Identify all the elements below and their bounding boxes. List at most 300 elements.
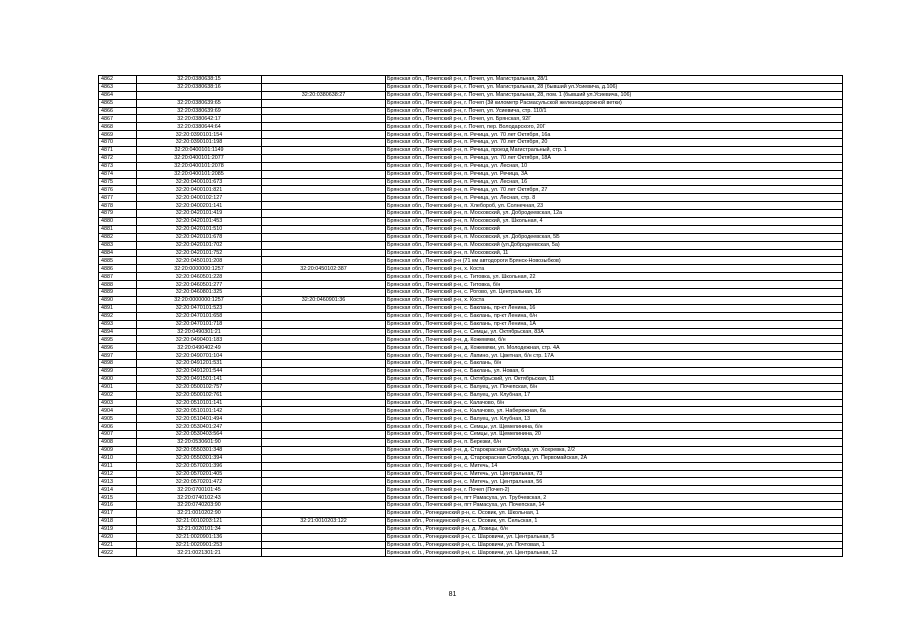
parent-cadastral-number-cell — [262, 178, 386, 186]
table-row — [99, 525, 843, 533]
row-number-cell: 4921 — [99, 541, 137, 549]
cadastral-number-cell: 32:20:0400101:2078 — [137, 162, 262, 170]
table-row — [99, 257, 843, 265]
parent-cadastral-number-cell — [262, 83, 386, 91]
address-cell: Брянская обл., Почепский р-н, с. Семцы, ул. Октябрьская, 83А — [386, 328, 843, 336]
address-cell: Брянская обл., Почепский р-н, п. Московский, ул. Школьная, 4 — [386, 218, 843, 226]
cadastral-number-cell: 32:21:0020901:253 — [137, 541, 262, 549]
parent-cadastral-number-cell — [262, 107, 386, 115]
parent-cadastral-number-cell — [262, 194, 386, 202]
row-number-cell: 4890 — [99, 296, 137, 304]
cadastral-number-cell: 32:20:0420101:510 — [137, 225, 262, 233]
cadastral-number-cell: 32:20:0400101:2077 — [137, 154, 262, 162]
parent-cadastral-number-cell — [262, 210, 386, 218]
parent-cadastral-number-cell — [262, 147, 386, 155]
address-cell: Брянская обл., Почепский р-н, с. Баклань, пр-кт Ленина, 1А — [386, 320, 843, 328]
address-cell: Брянская обл., Почепский р-н, п. Березки, б/н — [386, 438, 843, 446]
address-cell: Брянская обл., Почепский р-н, п. Речица, ул. 70 лет Октября, 27 — [386, 186, 843, 194]
parent-cadastral-number-cell: 32:20:0380638:27 — [262, 91, 386, 99]
row-number-cell: 4905 — [99, 415, 137, 423]
row-number-cell: 4883 — [99, 241, 137, 249]
address-cell: Брянская обл., Почепский р-н, п. Речица, ул. Лесная, 10 — [386, 162, 843, 170]
row-number-cell: 4882 — [99, 233, 137, 241]
cadastral-number-cell: 32:20:0460801:325 — [137, 289, 262, 297]
parent-cadastral-number-cell — [262, 139, 386, 147]
parent-cadastral-number-cell — [262, 509, 386, 517]
table-row — [99, 281, 843, 289]
row-number-cell: 4864 — [99, 91, 137, 99]
row-number-cell: 4902 — [99, 391, 137, 399]
address-cell: Брянская обл., Почепский р-н, п. Речица, ул. Лесная, стр. 8 — [386, 194, 843, 202]
table-row — [99, 107, 843, 115]
table-row — [99, 304, 843, 312]
cadastral-number-cell: 32:20:0530601:90 — [137, 438, 262, 446]
row-number-cell: 4869 — [99, 131, 137, 139]
parent-cadastral-number-cell — [262, 328, 386, 336]
parent-cadastral-number-cell — [262, 225, 386, 233]
parent-cadastral-number-cell — [262, 549, 386, 557]
cadastral-number-cell: 32:20:0470101:718 — [137, 320, 262, 328]
row-number-cell: 4907 — [99, 431, 137, 439]
cadastral-number-cell: 32:20:0491501:141 — [137, 375, 262, 383]
table-row — [99, 423, 843, 431]
cadastral-number-cell: 32:20:0400101:821 — [137, 186, 262, 194]
row-number-cell: 4866 — [99, 107, 137, 115]
row-number-cell: 4892 — [99, 312, 137, 320]
cadastral-number-cell: 32:20:0380642:17 — [137, 115, 262, 123]
address-cell: Брянская обл., Почепский р-н, с. Митечь, ул. Центральная, 56 — [386, 478, 843, 486]
address-cell: Брянская обл., Почепский р-н, п. Хлебороб, ул. Солнечная, 23 — [386, 202, 843, 210]
parent-cadastral-number-cell — [262, 336, 386, 344]
row-number-cell: 4920 — [99, 533, 137, 541]
parent-cadastral-number-cell — [262, 344, 386, 352]
row-number-cell: 4917 — [99, 509, 137, 517]
row-number-cell: 4880 — [99, 218, 137, 226]
cadastral-number-cell: 32:20:0530403:564 — [137, 431, 262, 439]
table-row — [99, 478, 843, 486]
parent-cadastral-number-cell — [262, 494, 386, 502]
row-number-cell: 4867 — [99, 115, 137, 123]
cadastral-number-cell: 32:20:0420101:678 — [137, 233, 262, 241]
table-row — [99, 328, 843, 336]
address-cell: Брянская обл., Почепский р-н, с. Баклань, пр-кт Ленина, б/н — [386, 312, 843, 320]
row-number-cell: 4901 — [99, 383, 137, 391]
parent-cadastral-number-cell — [262, 383, 386, 391]
table-row — [99, 375, 843, 383]
parent-cadastral-number-cell — [262, 446, 386, 454]
row-number-cell: 4898 — [99, 360, 137, 368]
address-cell: Брянская обл., Почепский р-н, г. Почеп, пер. Володарского, 20Г — [386, 123, 843, 131]
table-row — [99, 517, 843, 525]
address-cell: Брянская обл., Почепский р-н, с. Валуец, ул. Почепская, б/н — [386, 383, 843, 391]
row-number-cell: 4878 — [99, 202, 137, 210]
table-row — [99, 76, 843, 84]
cadastral-number-cell: 32:20:0420101:453 — [137, 218, 262, 226]
row-number-cell: 4884 — [99, 249, 137, 257]
parent-cadastral-number-cell — [262, 320, 386, 328]
address-cell: Брянская обл., Почепский р-н, с. Титовка, ул. Школьная, 22 — [386, 273, 843, 281]
row-number-cell: 4906 — [99, 423, 137, 431]
address-cell: Брянская обл., Почепский р-н, с. Митечь, ул. Центральная, 73 — [386, 470, 843, 478]
address-cell: Брянская обл., Почепский р-н, г. Почеп (Почеп-2) — [386, 486, 843, 494]
table-row — [99, 462, 843, 470]
address-cell: Брянская обл., Рогнединский р-н, с. Шаровичи, ул. Центральная, 5 — [386, 533, 843, 541]
address-cell: Брянская обл., Рогнединский р-н, с. Шаровичи, ул. Центральная, 12 — [386, 549, 843, 557]
parent-cadastral-number-cell — [262, 123, 386, 131]
address-cell: Брянская обл., Почепский р-н, с. Лапино, ул. Цветная, б/н стр. 17А — [386, 352, 843, 360]
address-cell: Брянская обл., Почепский р-н, пгт Рамасуха, ул. Трубчевская, 2 — [386, 494, 843, 502]
parent-cadastral-number-cell — [262, 360, 386, 368]
row-number-cell: 4865 — [99, 99, 137, 107]
cadastral-number-cell: 32:20:0400101:673 — [137, 178, 262, 186]
table-row — [99, 273, 843, 281]
row-number-cell: 4862 — [99, 76, 137, 84]
address-cell: Брянская обл., Почепский р-н, д. Старокрасная Слобода, ул. Хохревка, 2/2 — [386, 446, 843, 454]
row-number-cell: 4879 — [99, 210, 137, 218]
address-cell: Брянская обл., Рогнединский р-н, с. Осовик, ул. Сельская, 1 — [386, 517, 843, 525]
parent-cadastral-number-cell — [262, 525, 386, 533]
address-cell: Брянская обл., Почепский р-н, п. Московский, ул. Добродеевская, 5Б — [386, 233, 843, 241]
row-number-cell: 4908 — [99, 438, 137, 446]
cadastral-number-cell: 32:20:0420101:419 — [137, 210, 262, 218]
table-row — [99, 123, 843, 131]
cadastral-number-cell: 32:20:0550301:394 — [137, 454, 262, 462]
table-row — [99, 241, 843, 249]
address-cell: Брянская обл., Почепский р-н, с. Баклань, ул. Новая, 6 — [386, 367, 843, 375]
cadastral-number-cell: 32:20:0490401:183 — [137, 336, 262, 344]
parent-cadastral-number-cell — [262, 186, 386, 194]
parent-cadastral-number-cell — [262, 541, 386, 549]
address-cell: Брянская обл., Почепский р-н, п. Речица, ул. Лесная, 16 — [386, 178, 843, 186]
cadastral-number-cell: 32:20:0380638:15 — [137, 76, 262, 84]
table-row — [99, 383, 843, 391]
cadastral-number-cell: 32:20:0490701:104 — [137, 352, 262, 360]
table-body — [99, 76, 843, 557]
address-cell: Брянская обл., Почепский р-н (71 км автодороги Брянск-Новозыбков) — [386, 257, 843, 265]
parent-cadastral-number-cell — [262, 470, 386, 478]
address-cell: Брянская обл., Почепский р-н, г. Почеп, ул. Брянская, 92Г — [386, 115, 843, 123]
row-number-cell: 4909 — [99, 446, 137, 454]
parent-cadastral-number-cell — [262, 502, 386, 510]
cadastral-number-cell: 32:21:0021301:21 — [137, 549, 262, 557]
address-cell: Брянская обл., Почепский р-н, с. Калачово, ул. Набережная, 6а — [386, 407, 843, 415]
table-row — [99, 509, 843, 517]
table-row — [99, 265, 843, 273]
table-row — [99, 194, 843, 202]
parent-cadastral-number-cell — [262, 249, 386, 257]
parent-cadastral-number-cell: 32:20:0460901:36 — [262, 296, 386, 304]
address-cell: Брянская обл., Почепский р-н, с. Баклань, пр-кт Ленина, 16 — [386, 304, 843, 312]
parent-cadastral-number-cell — [262, 454, 386, 462]
table-row — [99, 83, 843, 91]
cadastral-number-cell: 32:20:0000000:1257 — [137, 265, 262, 273]
table-row — [99, 454, 843, 462]
address-cell: Брянская обл., Почепский р-н, п. Московский — [386, 225, 843, 233]
address-cell: Брянская обл., Рогнединский р-н, д. Лозицы, б/н — [386, 525, 843, 533]
parent-cadastral-number-cell — [262, 202, 386, 210]
table-row — [99, 170, 843, 178]
cadastral-number-cell: 32:20:0510101:141 — [137, 399, 262, 407]
row-number-cell: 4910 — [99, 454, 137, 462]
page-number: 81 — [448, 591, 457, 598]
address-cell: Брянская обл., Почепский р-н, г. Почеп, ул. Магистральная, 28/1 — [386, 76, 843, 84]
parent-cadastral-number-cell — [262, 241, 386, 249]
address-cell: Брянская обл., Почепский р-н, п. Московский, 11 — [386, 249, 843, 257]
table-row — [99, 360, 843, 368]
address-cell: Брянская обл., Почепский р-н, г. Почеп, ул. Усиевича, стр. 110/1 — [386, 107, 843, 115]
table-row — [99, 352, 843, 360]
cadastral-number-cell: 32:20:0490402:49 — [137, 344, 262, 352]
cadastral-number-cell: 32:20:0550301:348 — [137, 446, 262, 454]
address-cell: Брянская обл., Почепский р-н, д. Старокрасная Слобода, ул. Первомайская, 2А — [386, 454, 843, 462]
table-row — [99, 139, 843, 147]
cadastral-number-cell: 32:20:0390101:198 — [137, 139, 262, 147]
parent-cadastral-number-cell — [262, 170, 386, 178]
address-cell: Брянская обл., Почепский р-н, п. Октябрьский, ул. Октябрьская, 11 — [386, 375, 843, 383]
row-number-cell: 4894 — [99, 328, 137, 336]
cadastral-number-cell: 32:20:0491201:531 — [137, 360, 262, 368]
cadastral-number-cell: 32:21:0010202:90 — [137, 509, 262, 517]
address-cell: Брянская обл., Почепский р-н, с. Титовка, б/н — [386, 281, 843, 289]
table-row — [99, 494, 843, 502]
row-number-cell: 4897 — [99, 352, 137, 360]
table-row — [99, 533, 843, 541]
row-number-cell: 4891 — [99, 304, 137, 312]
cadastral-number-cell: 32:20:0380638:16 — [137, 83, 262, 91]
row-number-cell: 4911 — [99, 462, 137, 470]
parent-cadastral-number-cell — [262, 423, 386, 431]
table-row — [99, 233, 843, 241]
row-number-cell: 4877 — [99, 194, 137, 202]
cadastral-number-cell: 32:20:0570201:472 — [137, 478, 262, 486]
table-row — [99, 131, 843, 139]
address-cell: Брянская обл., Почепский р-н, с. Семцы, ул. Щемелинина, 20 — [386, 431, 843, 439]
parent-cadastral-number-cell — [262, 431, 386, 439]
row-number-cell: 4903 — [99, 399, 137, 407]
cadastral-number-cell: 32:20:0500102:757 — [137, 383, 262, 391]
parent-cadastral-number-cell — [262, 218, 386, 226]
cadastral-number-cell: 32:20:0740102:43 — [137, 494, 262, 502]
table-row — [99, 289, 843, 297]
cadastral-number-cell: 32:20:0500102:761 — [137, 391, 262, 399]
address-cell: Брянская обл., Почепский р-н, пгт Рамасуха, ул. Почепская, 14 — [386, 502, 843, 510]
row-number-cell: 4870 — [99, 139, 137, 147]
cadastral-number-cell: 32:20:0400201:141 — [137, 202, 262, 210]
address-cell: Брянская обл., Почепский р-н, х. Коста — [386, 265, 843, 273]
table-row — [99, 336, 843, 344]
row-number-cell: 4918 — [99, 517, 137, 525]
row-number-cell: 4868 — [99, 123, 137, 131]
cadastral-number-cell: 32:21:0010203:121 — [137, 517, 262, 525]
table-row — [99, 344, 843, 352]
parent-cadastral-number-cell — [262, 281, 386, 289]
cadastral-number-cell: 32:20:0450101:208 — [137, 257, 262, 265]
cadastral-number-cell: 32:20:0400101:1149 — [137, 147, 262, 155]
cadastral-number-cell: 32:20:0000000:1257 — [137, 296, 262, 304]
parent-cadastral-number-cell — [262, 415, 386, 423]
parent-cadastral-number-cell — [262, 375, 386, 383]
cadastral-number-cell: 32:20:0400101:2085 — [137, 170, 262, 178]
address-cell: Брянская обл., Почепский р-н, п. Речица, ул. 70 лет Октября, 16а — [386, 131, 843, 139]
cadastral-number-cell — [137, 91, 262, 99]
parent-cadastral-number-cell — [262, 438, 386, 446]
address-cell: Брянская обл., Почепский р-н, с. Рогово, ул. Центральная, 16 — [386, 289, 843, 297]
parent-cadastral-number-cell — [262, 367, 386, 375]
table-row — [99, 312, 843, 320]
cadastral-number-cell: 32:20:0510401:494 — [137, 415, 262, 423]
address-cell: Брянская обл., Рогнединский р-н, с. Шаровичи, ул. Почтовая, 1 — [386, 541, 843, 549]
cadastral-number-cell: 32:20:0510101:142 — [137, 407, 262, 415]
cadastral-number-cell: 32:20:0420101:702 — [137, 241, 262, 249]
table-row — [99, 154, 843, 162]
table-row — [99, 99, 843, 107]
table-row — [99, 438, 843, 446]
row-number-cell: 4874 — [99, 170, 137, 178]
table-row — [99, 486, 843, 494]
cadastral-number-cell: 32:20:0470101:523 — [137, 304, 262, 312]
parent-cadastral-number-cell — [262, 312, 386, 320]
parent-cadastral-number-cell — [262, 399, 386, 407]
table-row — [99, 415, 843, 423]
address-cell: Брянская обл., Почепский р-н, с. Семцы, ул. Щемелинина, б/н — [386, 423, 843, 431]
row-number-cell: 4922 — [99, 549, 137, 557]
table-row — [99, 115, 843, 123]
parent-cadastral-number-cell — [262, 99, 386, 107]
address-cell: Брянская обл., Почепский р-н, п. Речица, ул. 70 лет Октября, 18А — [386, 154, 843, 162]
parent-cadastral-number-cell — [262, 273, 386, 281]
cadastral-number-cell: 32:20:0400102:127 — [137, 194, 262, 202]
parent-cadastral-number-cell — [262, 115, 386, 123]
row-number-cell: 4914 — [99, 486, 137, 494]
row-number-cell: 4875 — [99, 178, 137, 186]
row-number-cell: 4889 — [99, 289, 137, 297]
parent-cadastral-number-cell — [262, 233, 386, 241]
row-number-cell: 4912 — [99, 470, 137, 478]
table-row — [99, 296, 843, 304]
cadastral-number-cell: 32:20:0380639:65 — [137, 99, 262, 107]
table-row — [99, 147, 843, 155]
parent-cadastral-number-cell — [262, 462, 386, 470]
row-number-cell: 4915 — [99, 494, 137, 502]
address-cell: Брянская обл., Почепский р-н, г. Почеп, ул. Магистральная, 28, пом. 1 (бывший ул.Усиевича, 106) — [386, 91, 843, 99]
parent-cadastral-number-cell — [262, 76, 386, 84]
table-row — [99, 407, 843, 415]
table-row — [99, 91, 843, 99]
table-row — [99, 202, 843, 210]
row-number-cell: 4887 — [99, 273, 137, 281]
table-row — [99, 431, 843, 439]
parent-cadastral-number-cell — [262, 478, 386, 486]
table-row — [99, 186, 843, 194]
table-row — [99, 502, 843, 510]
address-cell: Брянская обл., Почепский р-н, п. Речица, ул. 70 лет Октября, 20 — [386, 139, 843, 147]
cadastral-number-cell: 32:21:0020101:34 — [137, 525, 262, 533]
address-cell: Брянская обл., Почепский р-н, с. Митечь, 14 — [386, 462, 843, 470]
address-cell: Брянская обл., Почепский р-н, с. Баклань, б/н — [386, 360, 843, 368]
cadastral-number-cell: 32:20:0491201:544 — [137, 367, 262, 375]
cadastral-number-cell: 32:20:0700101:45 — [137, 486, 262, 494]
cadastral-number-cell: 32:20:0380639:69 — [137, 107, 262, 115]
table-row — [99, 446, 843, 454]
table-row — [99, 470, 843, 478]
parent-cadastral-number-cell — [262, 154, 386, 162]
table-row — [99, 367, 843, 375]
row-number-cell: 4885 — [99, 257, 137, 265]
parent-cadastral-number-cell — [262, 407, 386, 415]
row-number-cell: 4876 — [99, 186, 137, 194]
row-number-cell: 4919 — [99, 525, 137, 533]
parent-cadastral-number-cell — [262, 486, 386, 494]
address-cell: Брянская обл., Почепский р-н, с. Калачово, б/н — [386, 399, 843, 407]
row-number-cell: 4899 — [99, 367, 137, 375]
row-number-cell: 4888 — [99, 281, 137, 289]
cadastral-number-cell: 32:20:0390101:154 — [137, 131, 262, 139]
table-row — [99, 210, 843, 218]
parent-cadastral-number-cell: 32:21:0010203:122 — [262, 517, 386, 525]
parent-cadastral-number-cell: 32:20:0450102:387 — [262, 265, 386, 273]
row-number-cell: 4886 — [99, 265, 137, 273]
cadastral-number-cell: 32:20:0530401:247 — [137, 423, 262, 431]
cadastral-number-cell: 32:21:0020901:136 — [137, 533, 262, 541]
cadastral-number-cell: 32:20:0420101:752 — [137, 249, 262, 257]
address-cell: Брянская обл., Почепский р-н, с. Валуец, ул. Клубная, 17 — [386, 391, 843, 399]
cadastral-number-cell: 32:20:0460501:228 — [137, 273, 262, 281]
table-row — [99, 541, 843, 549]
row-number-cell: 4895 — [99, 336, 137, 344]
cadastral-number-cell: 32:20:0740203:90 — [137, 502, 262, 510]
parent-cadastral-number-cell — [262, 391, 386, 399]
table-row — [99, 162, 843, 170]
parent-cadastral-number-cell — [262, 257, 386, 265]
table-row — [99, 178, 843, 186]
data-table — [98, 75, 843, 557]
parent-cadastral-number-cell — [262, 131, 386, 139]
parent-cadastral-number-cell — [262, 304, 386, 312]
table-row — [99, 549, 843, 557]
cadastral-number-cell: 32:20:0460501:277 — [137, 281, 262, 289]
cadastral-number-cell: 32:20:0570201:396 — [137, 462, 262, 470]
cadastral-number-cell: 32:20:0470101:658 — [137, 312, 262, 320]
row-number-cell: 4904 — [99, 407, 137, 415]
cadastral-number-cell: 32:20:0380644:64 — [137, 123, 262, 131]
table-row — [99, 399, 843, 407]
row-number-cell: 4873 — [99, 162, 137, 170]
address-cell: Брянская обл., Почепский р-н, г. Почеп (3й километр Расмасульской железнодорожной ветки) — [386, 99, 843, 107]
address-cell: Брянская обл., Почепский р-н, п. Московский (ул.Добродеевская, 5а) — [386, 241, 843, 249]
address-cell: Брянская обл., Почепский р-н, д. Кожемяки, б/н — [386, 336, 843, 344]
address-cell: Брянская обл., Почепский р-н, с. Валуец, ул. Клубная, 13 — [386, 415, 843, 423]
row-number-cell: 4871 — [99, 147, 137, 155]
cadastral-number-cell: 32:20:0490301:21 — [137, 328, 262, 336]
row-number-cell: 4863 — [99, 83, 137, 91]
table-row — [99, 320, 843, 328]
row-number-cell: 4900 — [99, 375, 137, 383]
table-row — [99, 391, 843, 399]
row-number-cell: 4881 — [99, 225, 137, 233]
table-row — [99, 218, 843, 226]
parent-cadastral-number-cell — [262, 352, 386, 360]
address-cell: Брянская обл., Почепский р-н, г. Почеп, ул. Магистральная, 28 (бывший ул.Усиевича, д.106) — [386, 83, 843, 91]
parent-cadastral-number-cell — [262, 289, 386, 297]
address-cell: Брянская обл., Почепский р-н, п. Московский, ул. Добродеевская, 12а — [386, 210, 843, 218]
address-cell: Брянская обл., Почепский р-н, п. Речица, ул. Речица, 3А — [386, 170, 843, 178]
address-cell: Брянская обл., Почепский р-н, п. Речица, проезд Магистральный, стр. 1 — [386, 147, 843, 155]
row-number-cell: 4913 — [99, 478, 137, 486]
table-row — [99, 225, 843, 233]
row-number-cell: 4896 — [99, 344, 137, 352]
address-cell: Брянская обл., Почепский р-н, х. Коста — [386, 296, 843, 304]
row-number-cell: 4916 — [99, 502, 137, 510]
